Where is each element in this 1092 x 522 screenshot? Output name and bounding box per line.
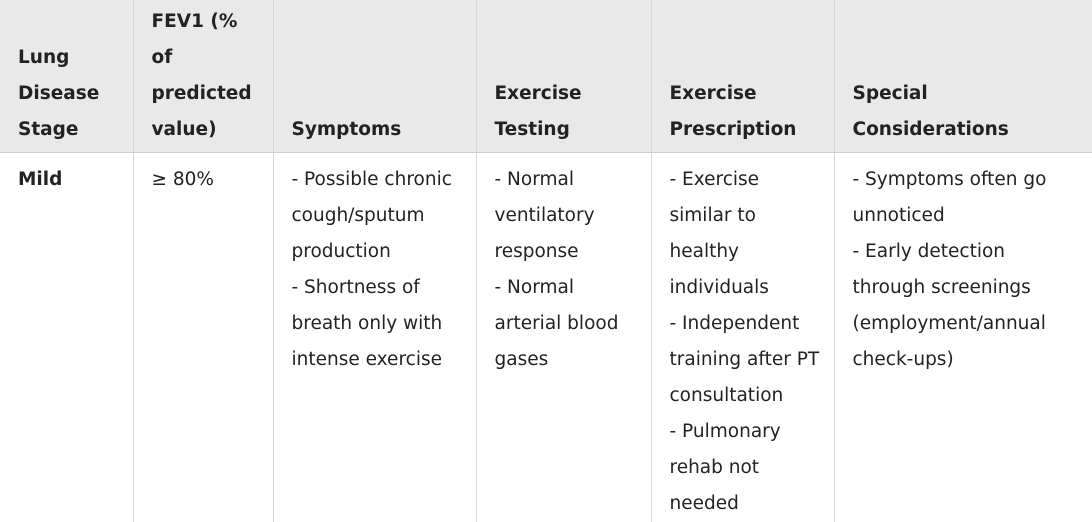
cell-stage: Mild [0, 153, 133, 522]
cell-special-considerations: - Symptoms often go unnoticed - Early detection through screenings (employment/annual check-ups) [834, 153, 1092, 522]
header-special-considerations: Special Considerations [834, 0, 1092, 153]
cell-exercise-prescription: - Exercise similar to healthy individuals - Independent training after PT consultation - Pulmonary rehab not needed [651, 153, 834, 522]
header-symptoms: Symptoms [273, 0, 476, 153]
table-header [0, 0, 1092, 153]
cell-symptoms: - Possible chronic cough/sputum production - Shortness of breath only with intense exercise [273, 153, 476, 522]
header-exercise-prescription: Exercise Prescription [651, 0, 834, 153]
table-row [0, 153, 1092, 522]
header-lung-disease-stage: Lung Disease Stage [0, 0, 133, 153]
header-exercise-testing: Exercise Testing [476, 0, 651, 153]
header-fev1: FEV1 (% of predicted value) [133, 0, 273, 153]
cell-fev1: ≥ 80% [133, 153, 273, 522]
cell-exercise-testing: - Normal ventilatory response - Normal arterial blood gases [476, 153, 651, 522]
header-row [0, 0, 1092, 153]
table-body [0, 153, 1092, 522]
